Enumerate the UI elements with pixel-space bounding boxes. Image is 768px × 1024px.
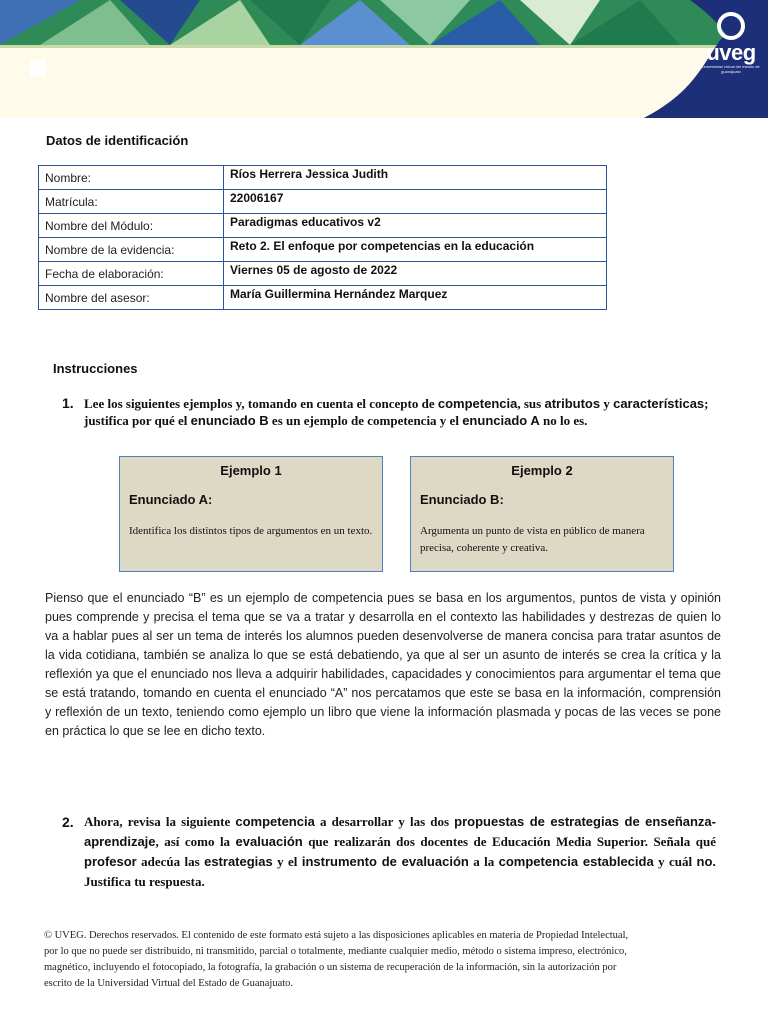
question-text [84,814,716,889]
question-text-segment: instrumento de evaluación [301,854,469,869]
question-text-segment: es un ejemplo de competencia y el [268,413,463,428]
example-1-box [119,456,383,572]
identification-row [39,214,607,238]
question-text-segment: ; justifica por qué el [84,396,709,428]
example-body: Identifica los distintos tipos de argumentos en un texto. [129,525,373,537]
question-text-segment: y el [272,854,302,869]
field-value: 22006167 [224,190,607,214]
question-text-segment: evaluación [235,834,303,849]
field-label: Nombre del Módulo: [39,214,224,238]
instructions-title: Instrucciones [53,361,138,376]
example-heading: Enunciado B: [420,492,504,507]
header-banner [0,0,768,120]
copyright-notice: © UVEG. Derechos reservados. El contenido de este formato está sujeto a las disposiciones aplicables en materia de Propiedad Intelectual, por lo que no puede ser distribuido, ni transmitido, parcial o totalmente, mediante cualquier medio, método o sistema impreso, electrónico, magnético, incluyendo el fotocopiado, la fotografía, la grabación o un sistema de recuperación de la información, sin la autorización por escrito de la Universidad Virtual del Estado de Guanajuato. [44,930,629,989]
question-text-segment: , sus [517,396,545,411]
example-body: Argumenta un punto de vista en público de manera precisa, coherente y creativa. [420,525,645,554]
identification-row [39,286,607,310]
field-value: Reto 2. El enfoque por competencias en la educación [224,238,607,262]
question-text-segment: enunciado B [190,413,269,428]
question-2 [62,812,716,892]
example-2-box [410,456,674,572]
question-text-segment: competencia [437,396,518,411]
question-number: 1. [62,395,74,411]
header-marker [30,60,46,76]
question-1 [62,395,714,429]
example-heading: Enunciado A: [129,492,213,507]
field-label: Nombre del asesor: [39,286,224,310]
question-text-segment: y cuál [653,854,697,869]
identification-row [39,166,607,190]
question-text-segment: Ahora, revisa la siguiente [84,814,236,829]
field-label: Fecha de elaboración: [39,262,224,286]
example-title: Ejemplo 1 [220,463,282,478]
question-text-segment: a la [468,854,499,869]
question-text-segment: Lee los siguientes ejemplos y, tomando en cuenta el concepto de [84,396,438,411]
logo-wordmark: uveg [706,40,756,65]
field-value: Ríos Herrera Jessica Judith [224,166,607,190]
identification-row [39,190,607,214]
identification-title: Datos de identificación [46,133,189,148]
field-label: Nombre de la evidencia: [39,238,224,262]
question-text-segment: estrategias [204,854,273,869]
question-number: 2. [62,814,74,830]
field-value: María Guillermina Hernández Marquez [224,286,607,310]
identification-table [38,165,607,310]
question-text-segment: propuestas de estrategias de enseñanza- aprendizaje [84,814,716,849]
question-text-segment: atributos [544,396,601,411]
question-text-segment: , así como la [155,834,236,849]
field-label: Nombre: [39,166,224,190]
identification-row [39,238,607,262]
question-text-segment: no. [696,854,716,869]
question-text-segment: enunciado A [462,413,540,428]
logo-tagline: universidad virtual del estado de guanajuato [702,64,760,74]
question-text-segment: características [613,396,705,411]
field-label: Matrícula: [39,190,224,214]
page-header [0,0,768,120]
question-text-segment: Justifica tu respuesta. [84,874,205,889]
question-text-segment: competencia establecida [498,854,654,869]
question-text-segment: a desarrollar y las dos [314,814,455,829]
question-text-segment: profesor [84,854,137,869]
field-value: Paradigmas educativos v2 [224,214,607,238]
logo-ring-icon [717,12,745,40]
uveg-logo [700,12,762,80]
student-answer: Pienso que el enunciado “B” es un ejemplo de competencia pues se basa en los argumentos, puntos de vista y opinión pues comprende y precisa el tema que se va a tratar y desarrolla en el contexto las habilidades y destrezas de quien lo va a hablar pues al ser un tema de interés los alumnos pueden desenvolverse de manera concisa para tratar asuntos de la vida cotidiana, también se analiza lo que se está debatiendo, ya que al ser un asunto de interés se crea la crítica y la reflexión ya que el enunciado nos lleva a adquirir habilidades, capacidades y conocimientos para argumentar el tema que se está tratando, tomando en cuenta el enunciado “A” nos percatamos que este se basa en la información, comprensión y reflexión de un texto, teniendo como ejemplo un libro que viene la información plasmada y pocas de las veces se pone en práctica lo que se lee en dicho texto. [45,591,721,738]
question-text-segment: no lo es. [539,413,588,428]
example-title: Ejemplo 2 [511,463,573,478]
question-text-segment: que realizarán dos docentes de Educación Media Superior. Señala qué [302,834,716,849]
identification-row [39,262,607,286]
question-text-segment: y [600,396,614,411]
field-value: Viernes 05 de agosto de 2022 [224,262,607,286]
question-text [84,396,709,428]
question-text-segment: adecúa las [136,854,205,869]
question-text-segment: competencia [235,814,315,829]
